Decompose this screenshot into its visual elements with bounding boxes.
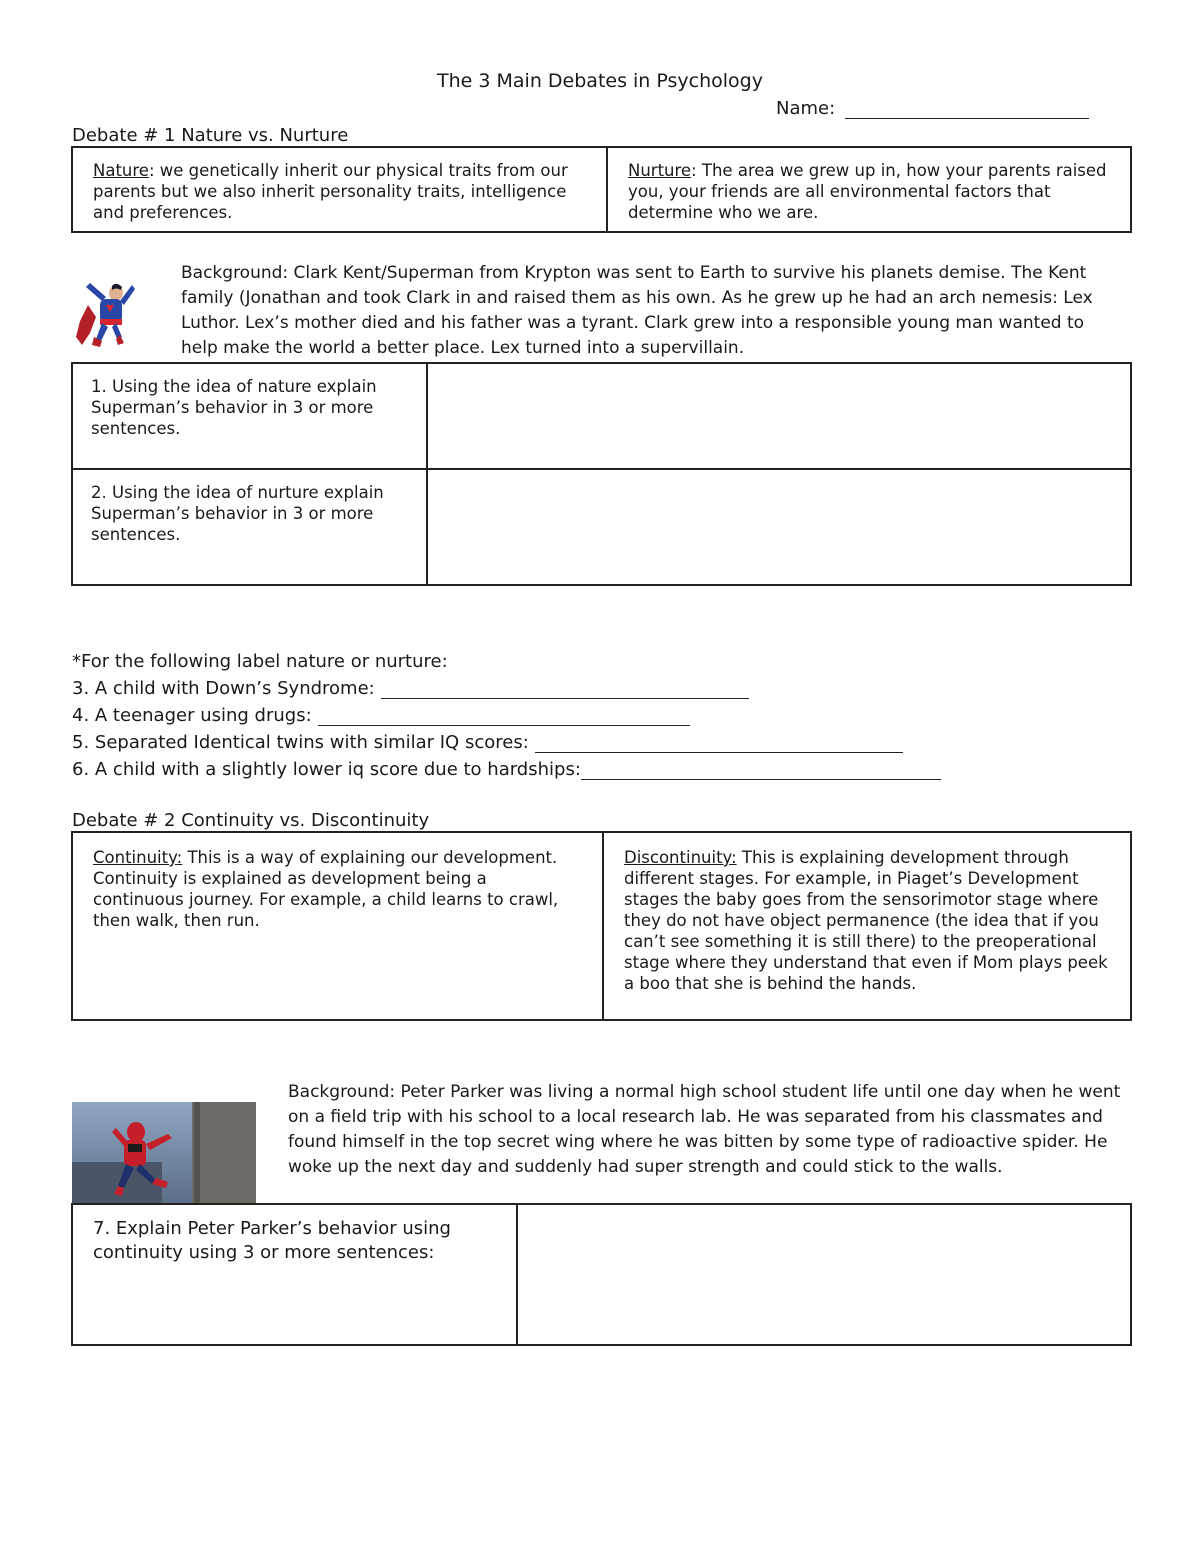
question-1: 1. Using the idea of nature explain Superman’s behavior in 3 or more sentences. — [91, 377, 377, 438]
nurture-term: Nurture — [628, 161, 692, 180]
answer-1-box[interactable] — [427, 363, 1131, 469]
superman-image — [72, 275, 136, 351]
debate2-heading: Debate # 2 Continuity vs. Discontinuity — [72, 810, 430, 831]
label-instruction-text: *For the following label nature or nurture: — [72, 651, 448, 672]
label-q5-text: 5. Separated Identical twins with similar IQ scores: — [72, 732, 529, 753]
debate1-heading: Debate # 1 Nature vs. Nurture — [72, 125, 349, 146]
nature-nurture-definitions — [71, 146, 1132, 233]
label-q4-text: 4. A teenager using drugs: — [72, 705, 312, 726]
label-q6-text: 6. A child with a slightly lower iq score due to hardships: — [72, 759, 581, 780]
label-section — [72, 645, 941, 780]
spiderman-background: Background: Peter Parker was living a normal high school student life until one day when he went on a field trip with his school to a local research lab. He was separated from his classmates and found himself in the top secret wing where he was bitten by some type of radioactive spider. He woke up the next day and suddenly had super strength and could stick to the walls. — [288, 1082, 1121, 1177]
label-item — [72, 726, 941, 753]
spiderman-image — [72, 1102, 256, 1203]
nature-term: Nature — [93, 161, 149, 180]
label-q4-blank[interactable] — [318, 711, 690, 726]
discontinuity-definition — [604, 833, 1130, 994]
label-q5-blank[interactable] — [535, 738, 903, 753]
page-title: The 3 Main Debates in Psychology — [437, 70, 763, 92]
label-item — [72, 753, 941, 780]
superman-background: Background: Clark Kent/Superman from Krypton was sent to Earth to survive his planets demise. The Kent family (Jonathan and took Clark in and raised them as his own. As he grew up he had an arch nemesis: Lex Luthor. Lex’s mother died and his father was a tyrant. Clark grew into a responsible young man wanted to help make the world a better place. Lex turned into a supervillain. — [181, 263, 1093, 358]
answer-2-box[interactable] — [427, 469, 1131, 585]
nurture-text: : The area we grew up in, how your parents raised you, your friends are all environmental factors that determine who we are. — [628, 161, 1107, 222]
answer-7-box[interactable] — [517, 1204, 1131, 1345]
discontinuity-term: Discontinuity: — [624, 848, 737, 867]
name-field[interactable] — [845, 102, 1089, 119]
name-label: Name: — [776, 98, 836, 119]
label-q3-text: 3. A child with Down’s Syndrome: — [72, 678, 375, 699]
spiderman-question — [71, 1203, 1132, 1346]
nurture-definition — [608, 148, 1130, 223]
continuity-definitions — [71, 831, 1132, 1021]
question-7: 7. Explain Peter Parker’s behavior using continuity using 3 or more sentences: — [93, 1218, 451, 1263]
label-q3-blank[interactable] — [381, 684, 749, 699]
continuity-term: Continuity: — [93, 848, 183, 867]
nature-definition — [73, 148, 606, 223]
label-item — [72, 672, 941, 699]
name-row — [776, 98, 1089, 119]
label-instruction — [72, 645, 941, 672]
label-item — [72, 699, 941, 726]
question-2: 2. Using the idea of nurture explain Superman’s behavior in 3 or more sentences. — [91, 483, 384, 544]
label-q6-blank[interactable] — [581, 765, 941, 780]
discontinuity-text: This is explaining development through different stages. For example, in Piaget’s Development stages the baby goes from the sensorimotor stage where they do not have object permanence (the idea that if you can’t see something it is still there) to the preoperational stage where they understand that even if Mom plays peek a boo that she is behind the hands. — [624, 848, 1108, 993]
continuity-text: This is a way of explaining our development. Continuity is explained as development being a continuous journey. For example, a child learns to crawl, then walk, then run. — [93, 848, 559, 930]
nature-text: : we genetically inherit our physical traits from our parents but we also inherit personality traits, intelligence and preferences. — [93, 161, 568, 222]
superman-questions — [71, 362, 1132, 586]
continuity-definition — [73, 833, 602, 931]
